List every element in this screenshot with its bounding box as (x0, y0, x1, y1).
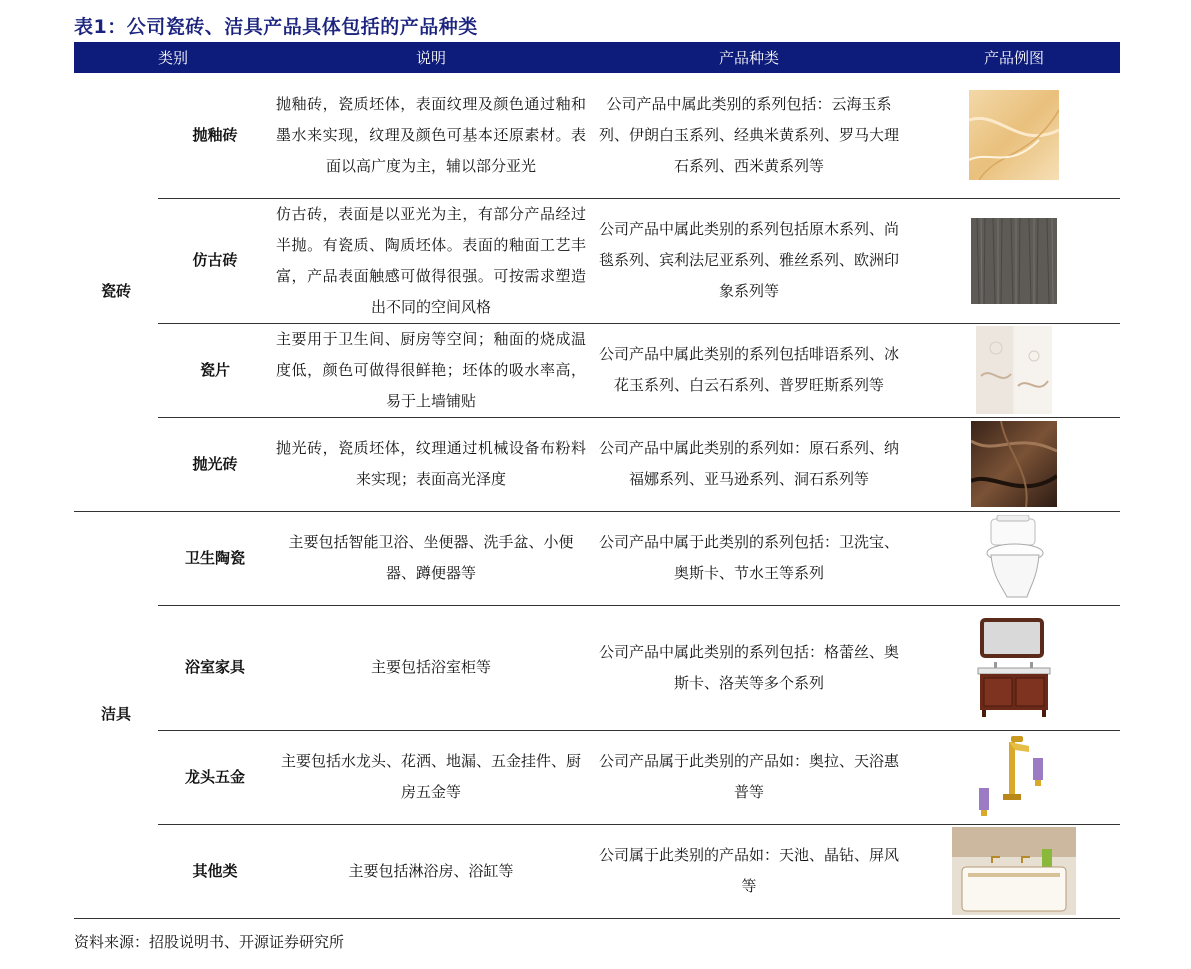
item-name: 卫生陶瓷 (158, 511, 272, 605)
item-image-cell (908, 511, 1120, 605)
table-row (74, 605, 1120, 730)
polished-tile-image (971, 421, 1057, 507)
item-description: 主要用于卫生间、厨房等空间；釉面的烧成温度低，颜色可做得很鲜艳；坯体的吸水率高，易于上墙铺贴 (272, 323, 590, 417)
table-title: 表1：公司瓷砖、洁具产品具体包括的产品种类 (74, 16, 478, 38)
item-description: 仿古砖，表面是以亚光为主，有部分产品经过半抛。有瓷质、陶质坯体。表面的釉面工艺丰富，产品表面触感可做得很强。可按需求塑造出不同的空间风格 (272, 198, 590, 323)
header-series: 产品种类 (590, 42, 908, 73)
item-series: 公司产品中属于此类别的系列包括：卫洗宝、奥斯卡、节水王等系列 (590, 511, 908, 605)
item-image-cell (908, 730, 1120, 824)
glazed-tile-image (969, 90, 1059, 180)
item-image-cell (908, 605, 1120, 730)
header-image: 产品例图 (908, 42, 1120, 73)
category-sanitary: 洁具 (74, 511, 158, 918)
table-row (74, 198, 1120, 323)
item-image-cell (908, 417, 1120, 511)
table-row (74, 417, 1120, 511)
item-name: 龙头五金 (158, 730, 272, 824)
product-table (74, 42, 1120, 919)
bathtub-image (952, 827, 1076, 915)
item-series: 公司产品中属此类别的系列如：原石系列、纳福娜系列、亚马逊系列、洞石系列等 (590, 417, 908, 511)
item-name: 浴室家具 (158, 605, 272, 730)
item-description: 主要包括智能卫浴、坐便器、洗手盆、小便器、蹲便器等 (272, 511, 590, 605)
item-description: 主要包括浴室柜等 (272, 605, 590, 730)
table-row (74, 323, 1120, 417)
header-description: 说明 (272, 42, 590, 73)
item-series: 公司产品中属此类别的系列包括：云海玉系列、伊朗白玉系列、经典米黄系列、罗马大理石系列、西米黄系列等 (590, 73, 908, 198)
category-tiles: 瓷砖 (74, 73, 158, 511)
source-note: 资料来源：招股说明书、开源证券研究所 (74, 933, 345, 951)
item-description: 主要包括水龙头、花洒、地漏、五金挂件、厨房五金等 (272, 730, 590, 824)
item-image-cell (908, 198, 1120, 323)
item-image-cell (908, 323, 1120, 417)
wall-tile-image (976, 326, 1052, 414)
item-series: 公司产品中属此类别的系列包括啡语系列、冰花玉系列、白云石系列、普罗旺斯系列等 (590, 323, 908, 417)
item-name: 瓷片 (158, 323, 272, 417)
bathroom-cabinet-image (974, 618, 1054, 718)
item-name: 抛釉砖 (158, 73, 272, 198)
item-description: 主要包括淋浴房、浴缸等 (272, 824, 590, 918)
item-image-cell (908, 824, 1120, 918)
rustic-tile-image (971, 218, 1057, 304)
faucet-image (969, 736, 1059, 818)
header-category: 类别 (74, 42, 272, 73)
item-series: 公司产品中属此类别的系列包括：格蕾丝、奥斯卡、洛芙等多个系列 (590, 605, 908, 730)
toilet-image (979, 515, 1049, 601)
item-series: 公司属于此类别的产品如：天池、晶钻、屏风等 (590, 824, 908, 918)
table-row (74, 511, 1120, 605)
item-description: 抛釉砖，瓷质坯体，表面纹理及颜色通过釉和墨水来实现，纹理及颜色可基本还原素材。表面以高广度为主，辅以部分亚光 (272, 73, 590, 198)
item-name: 抛光砖 (158, 417, 272, 511)
item-name: 仿古砖 (158, 198, 272, 323)
item-series: 公司产品属于此类别的产品如：奥拉、天浴惠普等 (590, 730, 908, 824)
item-series: 公司产品中属此类别的系列包括原木系列、尚毯系列、宾利法尼亚系列、雅丝系列、欧洲印象系列等 (590, 198, 908, 323)
table-row (74, 824, 1120, 918)
item-name: 其他类 (158, 824, 272, 918)
table-row (74, 73, 1120, 198)
header-row (74, 42, 1120, 73)
item-description: 抛光砖，瓷质坯体，纹理通过机械设备布粉料来实现；表面高光泽度 (272, 417, 590, 511)
table-row (74, 730, 1120, 824)
item-image-cell (908, 73, 1120, 198)
